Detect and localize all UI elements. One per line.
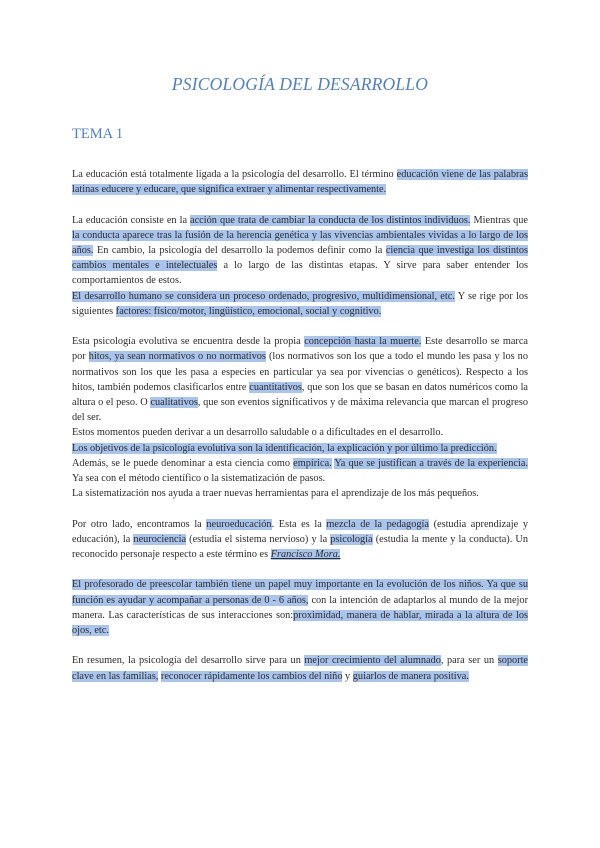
text: Esta psicología evolutiva se encuentra desde la propia: [72, 336, 305, 348]
highlight: factores: físico/motor, lingüístico, emocional, social y cognitivo.: [115, 305, 382, 317]
paragraph-education-definition: [72, 213, 528, 289]
highlight: proximidad, manera de hablar, mirada a la altura de los ojos, etc.: [72, 609, 528, 637]
paragraph-objectives: [72, 441, 528, 456]
text: Mientras que: [470, 214, 529, 226]
text: , que son los que se basan en datos numéricos como la altura o el peso. O: [72, 381, 528, 409]
text: La educación consiste en la: [72, 214, 191, 226]
highlight: neurociencia: [133, 533, 187, 545]
text: (estudia la mente y la conducta). Un reconocido personaje respecto a este término es: [72, 533, 528, 561]
text: con la intención de adaptarlos al mundo de la mejor manera. Las características de sus interacciones son:: [72, 594, 528, 621]
text: En resumen, la psicología del desarrollo sirve para un: [72, 655, 305, 667]
highlight: mejor crecimiento del alumnado: [304, 655, 441, 667]
highlight: El desarrollo humano se considera un proceso ordenado, progresivo, multidimensional, etc.: [72, 290, 455, 302]
highlight: hitos, ya sean normativos o no normativos: [88, 351, 266, 363]
text: (estudia aprendizaje y educación), la: [72, 518, 529, 545]
text: Por otro lado, encontramos la: [72, 518, 207, 530]
highlight: El profesorado de preescolar también tiene un papel muy importante en la evolución de los niños. Ya que su función es ayudar y acompañar a personas de 0 - 6 años,: [72, 579, 528, 606]
document-body: [72, 167, 528, 684]
text: (los normativos son los que a todo el mundo les pasa y los no normativos son los que les pasa a especies en particular ya sea por vivencias o genéticos). Respecto a los hitos, también podemos clasificarlos entre: [72, 351, 528, 393]
paragraph-systematization: La sistematización nos ayuda a traer nuevas herramientas para el aprendizaje de los más pequeños.: [72, 488, 479, 500]
francisco-mora-link[interactable]: Francisco Mora.: [270, 549, 341, 561]
highlight: guiarlos de manera positiva.: [352, 670, 469, 682]
highlight: Los objetivos de la psicología evolutiva son la identificación, la explicación y por último la predicción.: [72, 442, 497, 454]
text: Además, se le puede denominar a esta ciencia como: [72, 457, 294, 469]
highlight: reconocer rápidamente los cambios del niño: [160, 670, 343, 682]
highlight: Ya que se justifican a través de la experiencia.: [334, 457, 528, 469]
paragraph-moments: Estos momentos pueden derivar a un desarrollo saludable o a dificultades en el desarrollo.: [72, 427, 444, 439]
paragraph-neuroeducation: [72, 517, 528, 563]
paragraph-summary: [72, 653, 528, 683]
paragraph-preschool-teachers: [72, 577, 528, 638]
text: (estudia el sistema nervioso) y la: [186, 533, 331, 545]
highlight: concepción hasta la muerte.: [304, 336, 422, 348]
paragraph-education-origin: [72, 167, 528, 197]
text: En cambio, la psicología del desarrollo la podemos definir como la: [93, 245, 386, 256]
paragraph-empirical: [72, 456, 528, 486]
paragraph-milestones: [72, 334, 528, 425]
text: Este desarrollo se marca por: [72, 336, 528, 363]
text: , para ser un: [440, 655, 498, 667]
text: y: [342, 670, 353, 682]
highlight: ciencia que investiga los distintos cambios mentales e intelectuales: [72, 245, 528, 272]
text: . Esta es la: [271, 518, 327, 530]
text: a lo largo de las distintas etapas. Y sirve para saber entender los comportamientos de estos.: [72, 260, 528, 287]
highlight: psicología: [330, 533, 373, 545]
text: La educación está totalmente ligada a la psicología del desarrollo. El término: [72, 169, 397, 180]
document-subtitle: TEMA 1: [72, 126, 124, 142]
highlight: empírica.: [293, 457, 332, 469]
highlight: educación viene de las palabras latinas educere y educare, que significa extraer y alimentar respectivamente.: [72, 169, 528, 196]
document-title: PSICOLOGÍA DEL DESARROLLO: [171, 74, 429, 94]
highlight: acción que trata de cambiar la conducta de los distintos individuos.: [190, 214, 471, 226]
highlight: soporte clave en las familias,: [72, 655, 528, 682]
paragraph-human-development: [72, 289, 528, 319]
highlight: cuantitativos: [249, 381, 302, 393]
text: Y se rige por los siguientes: [72, 290, 529, 317]
highlight: cualitativos: [150, 397, 198, 409]
highlight: la conducta aparece tras la fusión de la herencia genética y las vivencias ambientales vividas a lo largo de los años.: [72, 229, 528, 256]
highlight: neuroeducación: [206, 518, 272, 530]
highlight: mezcla de la pedagogía: [326, 518, 429, 530]
text: Ya sea con el método científico o la sistematización de pasos.: [72, 473, 326, 485]
text: , que son eventos significativos y de máxima relevancia que marcan el progreso del ser.: [72, 397, 529, 424]
